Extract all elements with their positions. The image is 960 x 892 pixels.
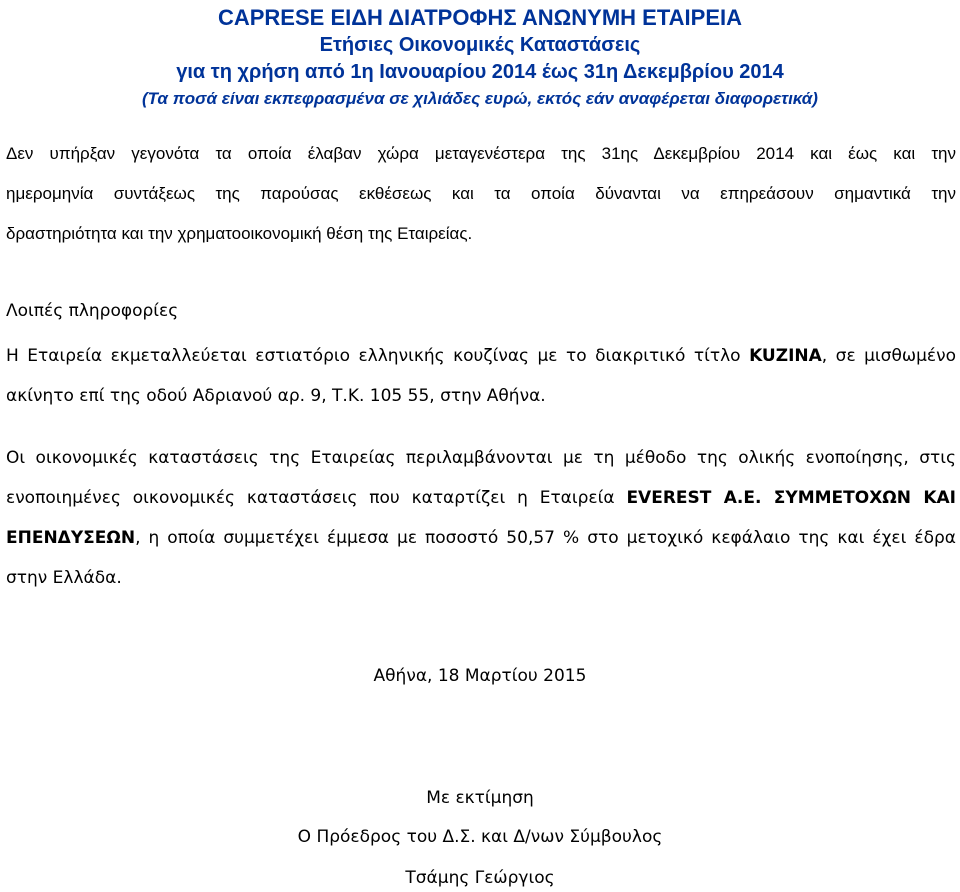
text-segment: ενοποιημένες οικονομικές καταστάσεις που καταρτίζει η Εταιρεία bbox=[6, 488, 627, 508]
paragraph-line: στην Ελλάδα. bbox=[6, 568, 122, 588]
amounts-note: (Τα ποσά είναι εκπεφρασμένα σε χιλιάδες ευρώ, εκτός εάν αναφέρεται διαφορετικά) bbox=[142, 89, 818, 108]
paragraph-line bbox=[6, 478, 956, 518]
section-heading: Λοιπές πληροφορίες bbox=[6, 301, 179, 321]
brand-name: KUZINA bbox=[749, 346, 822, 366]
reporting-period: για τη χρήση από 1η Ιανουαρίου 2014 έως 31η Δεκεμβρίου 2014 bbox=[176, 61, 784, 83]
parent-company-name: EVEREST Α.Ε. ΣΥΜΜΕΤΟΧΩΝ ΚΑΙ bbox=[626, 488, 957, 508]
document-subtitle: Ετήσιες Οικονομικές Καταστάσεις bbox=[319, 34, 641, 56]
paragraph-line: ημερομηνία συντάξεως της παρούσας εκθέσεως και τα οποία δύνανται να επηρεάσουν σημαντικά την bbox=[6, 184, 956, 203]
signatory-name: Τσάμης Γεώργιος bbox=[405, 868, 555, 888]
text-segment: , σε μισθωμένο bbox=[821, 346, 956, 366]
closing-greeting: Με εκτίμηση bbox=[426, 788, 534, 808]
subsequent-events-paragraph bbox=[6, 134, 956, 254]
document-header bbox=[0, 4, 960, 111]
text-segment: , η οποία συμμετέχει έμμεσα με ποσοστό 50,57 % στο μετοχικό κεφάλαιο της και έχει έδρα bbox=[135, 528, 956, 548]
consolidation-paragraph bbox=[6, 438, 956, 598]
paragraph-line: δραστηριότητα και την χρηματοοικονομική θέση της Εταιρείας. bbox=[6, 224, 473, 243]
restaurant-paragraph bbox=[6, 336, 956, 416]
paragraph-line: Δεν υπήρξαν γεγονότα τα οποία έλαβαν χώρα μεταγενέστερα της 31ης Δεκεμβρίου 2014 και έως και την bbox=[6, 144, 956, 163]
paragraph-line: Οι οικονομικές καταστάσεις της Εταιρείας περιλαμβάνονται με τη μέθοδο της ολικής ενοποίησης, στις bbox=[6, 448, 956, 468]
paragraph-line bbox=[6, 518, 956, 558]
parent-company-name-cont: ΕΠΕΝΔΥΣΕΩΝ bbox=[6, 528, 136, 548]
place-date: Αθήνα, 18 Μαρτίου 2015 bbox=[373, 666, 587, 686]
paragraph-line: ακίνητο επί της οδού Αδριανού αρ. 9, Τ.Κ. 105 55, στην Αθήνα. bbox=[6, 386, 546, 406]
text-segment: Η Εταιρεία εκμεταλλεύεται εστιατόριο ελληνικής κουζίνας με το διακριτικό τίτλο bbox=[6, 346, 750, 366]
paragraph-line bbox=[6, 336, 956, 376]
company-name: CAPRESE ΕΙΔΗ ΔΙΑΤΡΟΦΗΣ ΑΝΩΝΥΜΗ ΕΤΑΙΡΕΙΑ bbox=[217, 5, 743, 30]
signatory-title: Ο Πρόεδρος του Δ.Σ. και Δ/νων Σύμβουλος bbox=[297, 827, 663, 847]
